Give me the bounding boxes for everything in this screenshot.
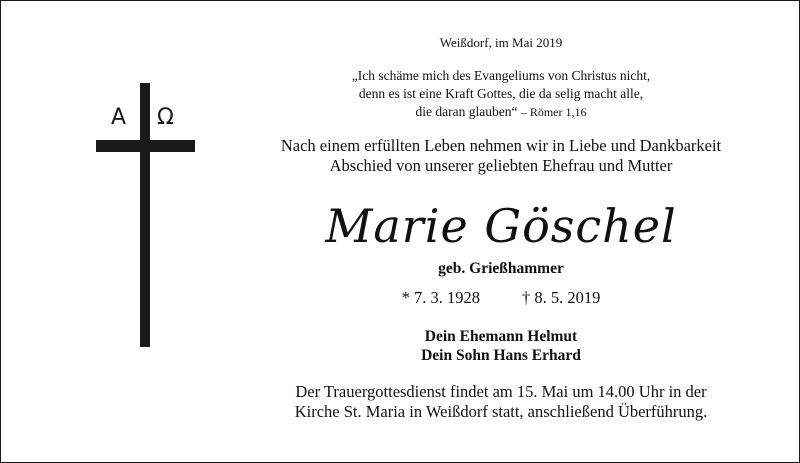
death-date: † 8. 5. 2019 — [522, 288, 601, 307]
mourner-husband: Dein Ehemann Helmut — [424, 328, 578, 345]
cross-icon — [140, 83, 150, 347]
quote-line-2: denn es ist eine Kraft Gottes, die da selig macht alle, — [358, 86, 644, 101]
mourner-son: Dein Sohn Hans Erhard — [421, 347, 581, 364]
place-date: Weißdorf, im Mai 2019 — [439, 35, 563, 50]
maiden-name: geb. Grießhammer — [438, 260, 564, 277]
life-dates — [241, 288, 761, 308]
intro-line-2: Abschied von unserer geliebten Ehefrau und Mutter — [329, 156, 673, 175]
cross-bar — [96, 140, 195, 152]
service-line-1: Der Trauergottesdienst findet am 15. Mai um 14.00 Uhr in der — [295, 382, 707, 401]
service-line-2: Kirche St. Maria in Weißdorf statt, anschließend Überführung. — [294, 402, 708, 421]
quote-line-3-text: die daran glauben“ — [415, 104, 518, 119]
deceased-name: Marie Göschel — [325, 199, 677, 253]
intro-line-1: Nach einem erfüllten Leben nehmen wir in Liebe und Dankbarkeit — [280, 136, 722, 155]
bible-quote — [241, 67, 761, 121]
quote-line-1: „Ich schäme mich des Evangeliums von Christus nicht, — [351, 68, 651, 83]
omega-symbol: Ω — [157, 105, 174, 130]
funeral-service-info — [241, 382, 761, 422]
intro-text — [241, 136, 761, 176]
birth-date: * 7. 3. 1928 — [401, 288, 480, 307]
alpha-symbol: A — [111, 105, 127, 130]
quote-line-3 — [241, 103, 761, 121]
quote-reference: – Römer 1,16 — [520, 105, 587, 119]
